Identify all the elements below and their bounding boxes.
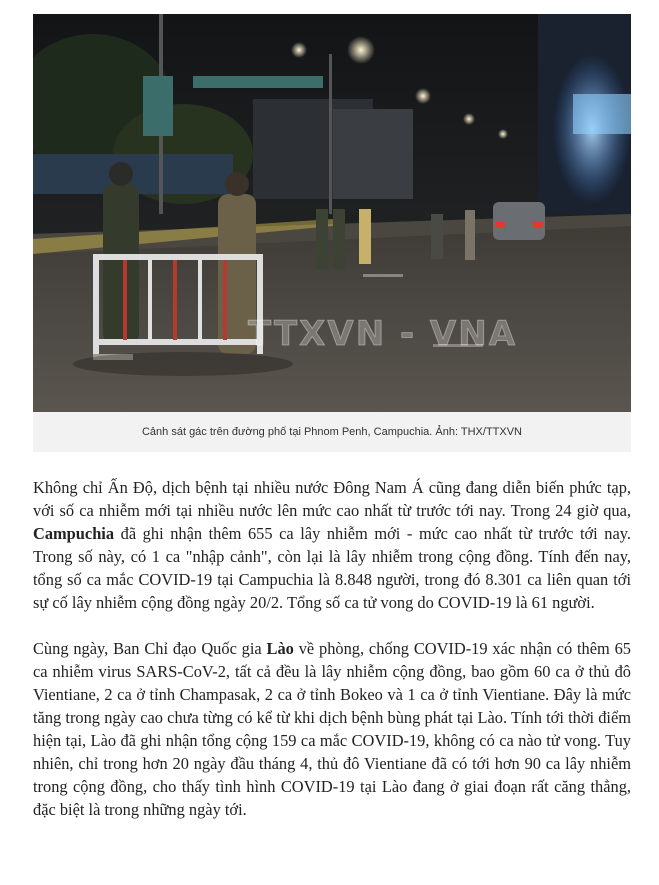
news-figure — [33, 14, 631, 452]
paragraph-text: Cùng ngày, Ban Chỉ đạo Quốc gia — [33, 639, 267, 658]
photo-caption: Cảnh sát gác trên đường phố tại Phnom Penh, Campuchia. Ảnh: THX/TTXVN — [141, 426, 522, 438]
article-body — [33, 476, 631, 844]
news-photo — [33, 14, 631, 412]
paragraph-text: đã ghi nhận thêm 655 ca lây nhiễm mới - mức cao nhất từ trước tới nay. Trong số này, có 1 ca "nhập cảnh", còn lại là lây nhiễm trong cộng đồng. Tính đến nay, tổng số ca mắc COVID-19 tại Campuchia là 8.848 người, trong đó 8.301 ca liên quan tới sự cố lây nhiễm cộng đồng ngày 20/2. Tổng số ca tử vong do COVID-19 là 61 người. — [33, 524, 631, 612]
bold-country-name: Campuchia — [33, 524, 115, 543]
photo-watermark: TTXVN - VNA — [248, 314, 518, 354]
paragraph-cambodia — [33, 476, 631, 614]
paragraph-laos — [33, 637, 631, 821]
bold-country-name: Lào — [266, 639, 294, 658]
paragraph-text: Không chỉ Ấn Độ, dịch bệnh tại nhiều nước Đông Nam Á cũng đang diễn biến phức tạp, với số ca nhiễm mới tại nhiều nước lên mức cao nhất từ trước tới nay. Trong 24 giờ qua, — [33, 478, 631, 520]
paragraph-text: về phòng, chống COVID-19 xác nhận có thêm 65 ca nhiễm virus SARS-CoV-2, tất cả đều là lây nhiễm cộng đồng, bao gồm 60 ca ở thủ đô Vientiane, 2 ca ở tỉnh Champasak, 2 ca ở tỉnh Bokeo và 1 ca ở tỉnh Vientiane. Đây là mức tăng trong ngày cao chưa từng có kể từ khi dịch bệnh bùng phát tại Lào. Tính tới thời điểm hiện tại, Lào đã ghi nhận tổng cộng 159 ca mắc COVID-19, không có ca nào tử vong. Tuy nhiên, chỉ trong hơn 20 ngày đầu tháng 4, thủ đô Vientiane đã có tới hơn 90 ca lây nhiễm trong cộng đồng, cho thấy tình hình COVID-19 tại Lào đang ở giai đoạn rất căng thẳng, đặc biệt là trong những ngày tới. — [33, 639, 631, 819]
